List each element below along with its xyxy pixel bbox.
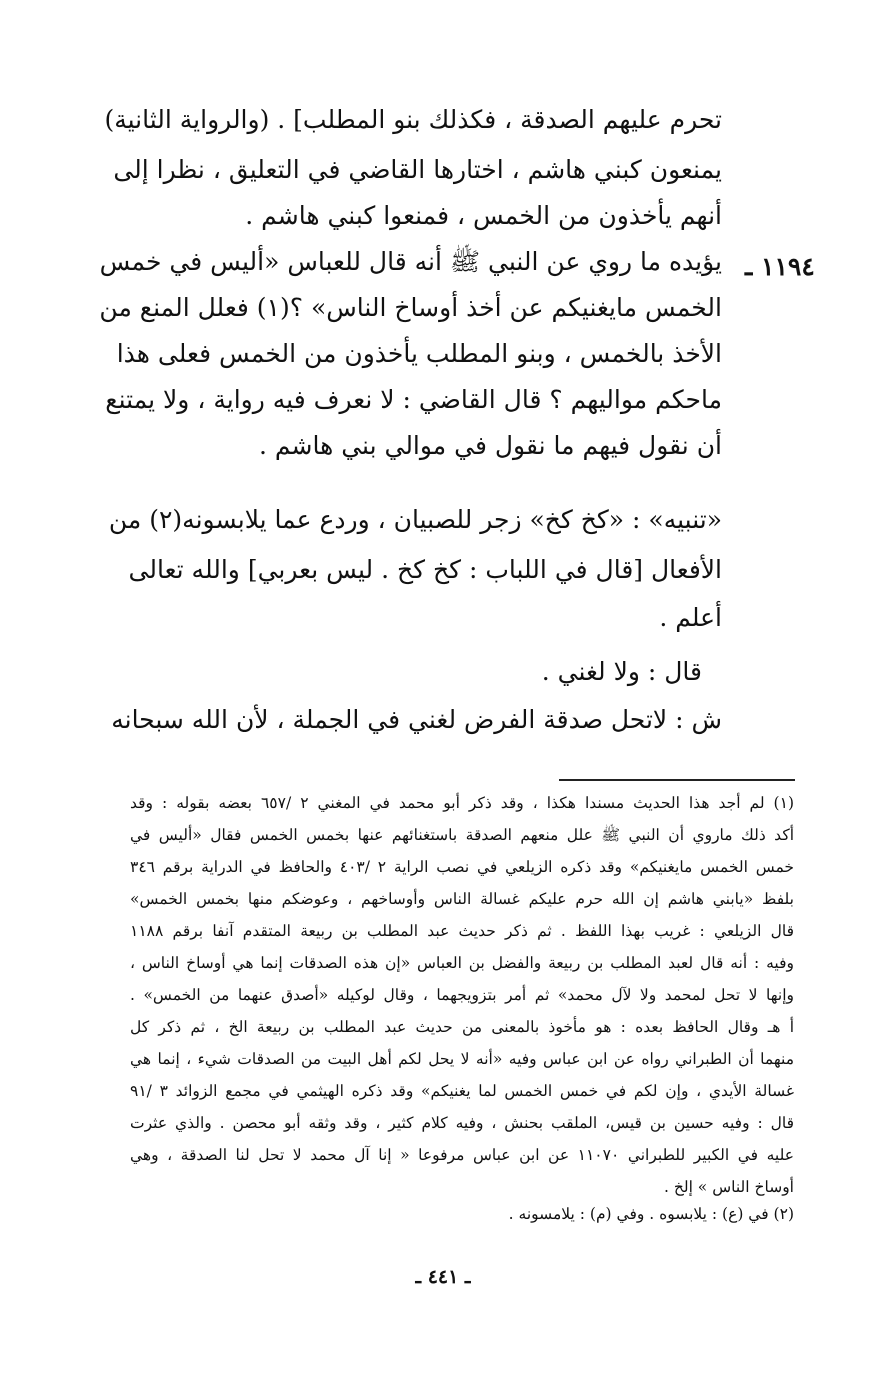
footnote-1-line-11: قال : وفيه حسين بن قيس، الملقب بحنش ، وفيه كلام كثير ، وقد وثقه أبو محصن . والذي عثرت [130, 1114, 794, 1132]
footnote-1-line-10: غسالة الأيدي ، وإن لكم في خمس الخمس لما يغنيكم» وقد ذكره الهيثمي في مجمع الزوائد ٣ /٩١ [130, 1082, 794, 1100]
footnote-1-line-13: أوساخ الناس » إلخ . [663, 1178, 794, 1196]
note-line-3: أعلم . [659, 603, 722, 632]
footnote-1-line-9: منهما أن الطبراني رواه عن ابن عباس وفيه «أنه لا يحل لكم أهل البيت من الصدقات شيء ، إنما هي [130, 1050, 794, 1068]
footnote-1-line-2: أكد ذلك ماروي أن النبي ﷺ علل منعهم الصدقة باستغنائهم عنها بخمس الخمس فقال «أليس في [130, 826, 794, 844]
footnote-2-line-1: (٢) في (ع) : يلابسوه . وفي (م) : يلامسونه . [508, 1205, 794, 1223]
footnote-1-line-4: بلفظ «يابني هاشم إن الله حرم عليكم غسالة الناس وأوساخهم ، وعوضكم منها بخمس الخمس» [130, 890, 794, 908]
matn-line: قال : ولا لغني . [541, 657, 702, 686]
note-line-1: «تنبيه» : «كخ كخ» زجر للصبيان ، وردع عما يلابسونه(٢) من [108, 505, 722, 534]
footnote-separator [559, 779, 795, 781]
page-number: ـ ٤٤١ ـ [415, 1266, 471, 1288]
footnote-1-line-8: أ هـ وقال الحافظ بعده : هو مأخوذ بالمعنى من حديث عبد المطلب بن ربيعة الخ ، ثم ذكر كل [130, 1018, 794, 1036]
paragraph-line-3: الأخذ بالخمس ، وبنو المطلب يأخذون من الخمس فعلى هذا [116, 339, 722, 368]
paragraph-line-1: يؤيده ما روي عن النبي ﷺ أنه قال للعباس «أليس في خمس [99, 247, 722, 276]
paragraph-line-2: الخمس مايغنيكم عن أخذ أوساخ الناس» ؟(١) فعلل المنع من [99, 293, 722, 322]
main-text-line-3: أنهم يأخذون من الخمس ، فمنعوا كبني هاشم . [245, 201, 722, 230]
main-text-line-2: يمنعون كبني هاشم ، اختارها القاضي في التعليق ، نظرا إلى [113, 155, 722, 184]
footnote-1-line-5: قال الزيلعي : غريب بهذا اللفظ . ثم ذكر حديث عبد المطلب بن ربيعة المتقدم آنفا برقم ١١٨٨ [130, 922, 794, 940]
sharh-line: ش : لاتحل صدقة الفرض لغني في الجملة ، لأن الله سبحانه [111, 705, 722, 734]
footnote-1-line-1: (١) لم أجد هذا الحديث مسندا هكذا ، وقد ذكر أبو محمد في المغني ٢ /٦٥٧ بعضه بقوله : وقد [130, 794, 794, 812]
footnote-1-line-12: عليه في الكبير للطبراني ١١٠٧٠ عن ابن عباس مرفوعا « إنا آل محمد لا تحل لنا الصدقة ، وهي [130, 1146, 794, 1164]
footnote-1-line-3: خمس الخمس مايغنيكم» وقد ذكره الزيلعي في نصب الراية ٢ /٤٠٣ والحافظ في الدراية برقم ٣٤٦ [130, 858, 794, 876]
footnote-1-line-6: وفيه : أنه قال لعبد المطلب بن ربيعة والفضل بن العباس «إن هذه الصدقات إنما هي أوساخ الناس ، [130, 954, 794, 972]
note-line-2: الأفعال [قال في اللباب : كخ كخ . ليس بعربي] والله تعالى [128, 555, 722, 584]
paragraph-number: ١١٩٤ ـ [745, 252, 815, 281]
main-text-line-1: تحرم عليهم الصدقة ، فكذلك بنو المطلب] . (والرواية الثانية) [104, 105, 722, 134]
paragraph-line-5: أن نقول فيهم ما نقول في موالي بني هاشم . [258, 431, 722, 460]
paragraph-line-4: ماحكم مواليهم ؟ قال القاضي : لا نعرف فيه رواية ، ولا يمتنع [105, 385, 722, 414]
footnote-1-line-7: وإنها لا تحل لمحمد ولا لآل محمد» ثم أمر بتزويجهما ، وقال لوكيله «أصدق عنهما من الخمس» . [130, 986, 794, 1004]
